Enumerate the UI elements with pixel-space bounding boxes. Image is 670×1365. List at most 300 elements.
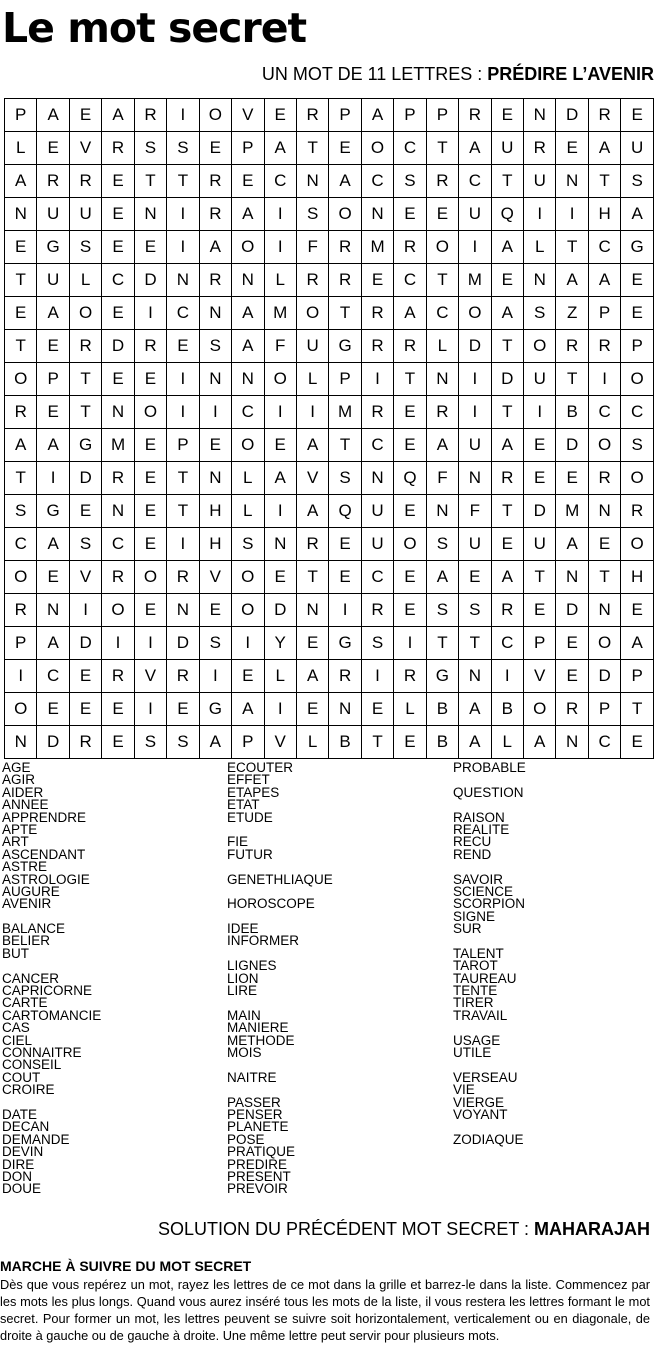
grid-cell[interactable]: I [199, 396, 231, 429]
grid-cell[interactable]: A [296, 495, 328, 528]
grid-cell[interactable]: A [199, 726, 231, 759]
grid-cell[interactable]: E [556, 462, 588, 495]
grid-cell[interactable]: I [69, 594, 101, 627]
grid-cell[interactable]: E [5, 231, 37, 264]
grid-cell[interactable]: T [491, 495, 523, 528]
grid-cell[interactable]: T [329, 429, 361, 462]
grid-cell[interactable]: C [491, 627, 523, 660]
grid-cell[interactable]: I [361, 660, 393, 693]
grid-cell[interactable]: E [264, 429, 296, 462]
grid-cell[interactable]: R [361, 297, 393, 330]
grid-cell[interactable]: E [102, 198, 134, 231]
grid-cell[interactable]: Q [329, 495, 361, 528]
grid-cell[interactable]: B [329, 726, 361, 759]
grid-cell[interactable]: R [69, 330, 101, 363]
grid-cell[interactable]: Y [264, 627, 296, 660]
grid-cell[interactable]: E [102, 231, 134, 264]
grid-cell[interactable]: I [588, 363, 620, 396]
grid-cell[interactable]: C [102, 264, 134, 297]
grid-cell[interactable]: D [588, 660, 620, 693]
grid-cell[interactable]: S [232, 528, 264, 561]
grid-cell[interactable]: I [459, 396, 491, 429]
grid-cell[interactable]: R [588, 330, 620, 363]
grid-cell[interactable]: R [296, 264, 328, 297]
grid-cell[interactable]: I [524, 198, 556, 231]
grid-cell[interactable]: E [69, 495, 101, 528]
grid-cell[interactable]: G [199, 693, 231, 726]
grid-cell[interactable]: D [556, 429, 588, 462]
grid-cell[interactable]: E [134, 363, 166, 396]
grid-cell[interactable]: B [426, 693, 458, 726]
grid-cell[interactable]: E [37, 396, 69, 429]
grid-cell[interactable]: I [167, 396, 199, 429]
grid-cell[interactable]: E [199, 132, 231, 165]
grid-cell[interactable]: E [232, 165, 264, 198]
grid-cell[interactable]: E [69, 693, 101, 726]
grid-cell[interactable]: C [102, 528, 134, 561]
grid-cell[interactable]: U [524, 165, 556, 198]
grid-cell[interactable]: E [5, 297, 37, 330]
grid-cell[interactable]: G [37, 495, 69, 528]
grid-cell[interactable]: E [524, 462, 556, 495]
grid-cell[interactable]: N [588, 594, 620, 627]
grid-cell[interactable]: E [134, 462, 166, 495]
grid-cell[interactable]: P [329, 363, 361, 396]
grid-cell[interactable]: A [491, 429, 523, 462]
grid-cell[interactable]: E [491, 528, 523, 561]
grid-cell[interactable]: C [167, 297, 199, 330]
grid-cell[interactable]: R [134, 99, 166, 132]
grid-cell[interactable]: I [491, 660, 523, 693]
grid-cell[interactable]: A [232, 297, 264, 330]
grid-cell[interactable]: T [69, 396, 101, 429]
grid-cell[interactable]: U [524, 528, 556, 561]
grid-cell[interactable]: U [459, 429, 491, 462]
grid-cell[interactable]: N [232, 363, 264, 396]
grid-cell[interactable]: L [524, 231, 556, 264]
grid-cell[interactable]: T [134, 165, 166, 198]
grid-cell[interactable]: P [5, 99, 37, 132]
grid-cell[interactable]: C [37, 660, 69, 693]
grid-cell[interactable]: U [69, 198, 101, 231]
grid-cell[interactable]: P [588, 693, 620, 726]
grid-cell[interactable]: N [459, 660, 491, 693]
grid-cell[interactable]: C [361, 165, 393, 198]
grid-cell[interactable]: E [524, 429, 556, 462]
grid-cell[interactable]: R [167, 561, 199, 594]
grid-cell[interactable]: T [588, 561, 620, 594]
grid-cell[interactable]: N [199, 297, 231, 330]
grid-cell[interactable]: R [329, 264, 361, 297]
grid-cell[interactable]: O [459, 297, 491, 330]
grid-cell[interactable]: E [491, 99, 523, 132]
grid-cell[interactable]: A [37, 627, 69, 660]
grid-cell[interactable]: S [329, 462, 361, 495]
grid-cell[interactable]: A [199, 231, 231, 264]
grid-cell[interactable]: F [264, 330, 296, 363]
grid-cell[interactable]: I [361, 363, 393, 396]
grid-cell[interactable]: E [167, 693, 199, 726]
grid-cell[interactable]: E [37, 693, 69, 726]
grid-cell[interactable]: E [556, 627, 588, 660]
grid-cell[interactable]: L [69, 264, 101, 297]
grid-cell[interactable]: L [264, 660, 296, 693]
grid-cell[interactable]: R [524, 132, 556, 165]
grid-cell[interactable]: I [264, 693, 296, 726]
grid-cell[interactable]: M [556, 495, 588, 528]
grid-cell[interactable]: M [102, 429, 134, 462]
grid-cell[interactable]: R [102, 561, 134, 594]
grid-cell[interactable]: N [524, 99, 556, 132]
grid-cell[interactable]: R [394, 330, 426, 363]
grid-cell[interactable]: E [167, 330, 199, 363]
grid-cell[interactable]: N [134, 198, 166, 231]
grid-cell[interactable]: A [329, 165, 361, 198]
grid-cell[interactable]: E [37, 330, 69, 363]
grid-cell[interactable]: R [199, 264, 231, 297]
grid-cell[interactable]: A [361, 99, 393, 132]
grid-cell[interactable]: N [556, 165, 588, 198]
grid-cell[interactable]: A [37, 99, 69, 132]
grid-cell[interactable]: S [167, 132, 199, 165]
grid-cell[interactable]: R [134, 330, 166, 363]
grid-cell[interactable]: E [588, 528, 620, 561]
grid-cell[interactable]: B [556, 396, 588, 429]
grid-cell[interactable]: M [361, 231, 393, 264]
grid-cell[interactable]: A [556, 264, 588, 297]
grid-cell[interactable]: A [5, 165, 37, 198]
grid-cell[interactable]: R [361, 330, 393, 363]
grid-cell[interactable]: E [394, 726, 426, 759]
grid-cell[interactable]: D [491, 363, 523, 396]
grid-cell[interactable]: I [37, 462, 69, 495]
grid-cell[interactable]: O [264, 363, 296, 396]
grid-cell[interactable]: N [102, 396, 134, 429]
grid-cell[interactable]: C [459, 165, 491, 198]
grid-cell[interactable]: D [524, 495, 556, 528]
grid-cell[interactable]: N [199, 462, 231, 495]
grid-cell[interactable]: O [329, 198, 361, 231]
grid-cell[interactable]: G [329, 330, 361, 363]
grid-cell[interactable]: E [556, 660, 588, 693]
grid-cell[interactable]: E [361, 264, 393, 297]
grid-cell[interactable]: E [621, 594, 654, 627]
grid-cell[interactable]: R [394, 231, 426, 264]
grid-cell[interactable]: P [5, 627, 37, 660]
grid-cell[interactable]: V [69, 561, 101, 594]
grid-cell[interactable]: O [524, 693, 556, 726]
grid-cell[interactable]: R [102, 462, 134, 495]
grid-cell[interactable]: A [37, 297, 69, 330]
grid-cell[interactable]: R [199, 198, 231, 231]
grid-cell[interactable]: U [491, 132, 523, 165]
grid-cell[interactable]: R [621, 495, 654, 528]
grid-cell[interactable]: R [69, 165, 101, 198]
grid-cell[interactable]: E [329, 561, 361, 594]
grid-cell[interactable]: E [361, 693, 393, 726]
grid-cell[interactable]: E [102, 165, 134, 198]
grid-cell[interactable]: E [134, 594, 166, 627]
grid-cell[interactable]: P [232, 132, 264, 165]
grid-cell[interactable]: L [264, 264, 296, 297]
grid-cell[interactable]: E [37, 132, 69, 165]
grid-cell[interactable]: P [394, 99, 426, 132]
grid-cell[interactable]: U [524, 363, 556, 396]
grid-cell[interactable]: E [134, 231, 166, 264]
grid-cell[interactable]: A [621, 627, 654, 660]
grid-cell[interactable]: S [134, 726, 166, 759]
grid-cell[interactable]: H [621, 561, 654, 594]
grid-cell[interactable]: T [361, 726, 393, 759]
grid-cell[interactable]: E [232, 660, 264, 693]
grid-cell[interactable]: O [621, 462, 654, 495]
grid-cell[interactable]: A [426, 429, 458, 462]
grid-cell[interactable]: E [459, 561, 491, 594]
grid-cell[interactable]: V [134, 660, 166, 693]
grid-cell[interactable]: O [69, 297, 101, 330]
grid-cell[interactable]: S [426, 594, 458, 627]
grid-cell[interactable]: R [556, 693, 588, 726]
grid-cell[interactable]: T [524, 561, 556, 594]
grid-cell[interactable]: A [459, 132, 491, 165]
grid-cell[interactable]: N [102, 495, 134, 528]
grid-cell[interactable]: R [491, 462, 523, 495]
grid-cell[interactable]: A [491, 231, 523, 264]
grid-cell[interactable]: O [361, 132, 393, 165]
grid-cell[interactable]: I [199, 660, 231, 693]
grid-cell[interactable]: N [5, 198, 37, 231]
grid-cell[interactable]: T [426, 627, 458, 660]
grid-cell[interactable]: D [37, 726, 69, 759]
grid-cell[interactable]: R [296, 99, 328, 132]
grid-cell[interactable]: O [232, 561, 264, 594]
grid-cell[interactable]: A [232, 330, 264, 363]
grid-cell[interactable]: D [459, 330, 491, 363]
grid-cell[interactable]: F [426, 462, 458, 495]
grid-cell[interactable]: O [296, 297, 328, 330]
grid-cell[interactable]: C [232, 396, 264, 429]
grid-cell[interactable]: E [37, 561, 69, 594]
grid-cell[interactable]: E [264, 561, 296, 594]
grid-cell[interactable]: I [167, 198, 199, 231]
grid-cell[interactable]: I [167, 528, 199, 561]
grid-cell[interactable]: R [102, 660, 134, 693]
grid-cell[interactable]: P [232, 726, 264, 759]
grid-cell[interactable]: P [167, 429, 199, 462]
grid-cell[interactable]: L [296, 363, 328, 396]
grid-cell[interactable]: A [491, 297, 523, 330]
grid-cell[interactable]: T [329, 297, 361, 330]
grid-cell[interactable]: S [296, 198, 328, 231]
grid-cell[interactable]: T [5, 330, 37, 363]
grid-cell[interactable]: S [621, 165, 654, 198]
grid-cell[interactable]: S [5, 495, 37, 528]
grid-cell[interactable]: Z [556, 297, 588, 330]
grid-cell[interactable]: O [588, 627, 620, 660]
grid-cell[interactable]: A [264, 462, 296, 495]
grid-cell[interactable]: E [102, 297, 134, 330]
grid-cell[interactable]: G [329, 627, 361, 660]
grid-cell[interactable]: C [426, 297, 458, 330]
grid-cell[interactable]: I [134, 627, 166, 660]
grid-cell[interactable]: C [361, 429, 393, 462]
grid-cell[interactable]: O [426, 231, 458, 264]
grid-cell[interactable]: R [588, 99, 620, 132]
grid-cell[interactable]: T [556, 363, 588, 396]
grid-cell[interactable]: I [102, 627, 134, 660]
grid-cell[interactable]: T [588, 165, 620, 198]
grid-cell[interactable]: D [167, 627, 199, 660]
grid-cell[interactable]: N [361, 198, 393, 231]
grid-cell[interactable]: I [167, 363, 199, 396]
grid-cell[interactable]: D [264, 594, 296, 627]
grid-cell[interactable]: R [5, 594, 37, 627]
grid-cell[interactable]: T [69, 363, 101, 396]
grid-cell[interactable]: I [134, 693, 166, 726]
grid-cell[interactable]: T [491, 330, 523, 363]
grid-cell[interactable]: N [588, 495, 620, 528]
grid-cell[interactable]: I [556, 198, 588, 231]
grid-cell[interactable]: R [426, 165, 458, 198]
grid-cell[interactable]: S [459, 594, 491, 627]
grid-cell[interactable]: E [134, 429, 166, 462]
grid-cell[interactable]: A [491, 561, 523, 594]
grid-cell[interactable]: A [459, 693, 491, 726]
grid-cell[interactable]: R [459, 99, 491, 132]
grid-cell[interactable]: V [69, 132, 101, 165]
grid-cell[interactable]: E [134, 528, 166, 561]
grid-cell[interactable]: E [394, 561, 426, 594]
grid-cell[interactable]: R [556, 330, 588, 363]
grid-cell[interactable]: C [588, 396, 620, 429]
grid-cell[interactable]: N [5, 726, 37, 759]
grid-cell[interactable]: O [5, 363, 37, 396]
grid-cell[interactable]: O [232, 594, 264, 627]
grid-cell[interactable]: E [394, 495, 426, 528]
grid-cell[interactable]: N [426, 495, 458, 528]
grid-cell[interactable]: C [264, 165, 296, 198]
grid-cell[interactable]: A [5, 429, 37, 462]
grid-cell[interactable]: U [361, 528, 393, 561]
grid-cell[interactable]: I [394, 627, 426, 660]
grid-cell[interactable]: S [361, 627, 393, 660]
grid-cell[interactable]: N [37, 594, 69, 627]
grid-cell[interactable]: S [199, 627, 231, 660]
grid-cell[interactable]: S [134, 132, 166, 165]
grid-cell[interactable]: S [524, 297, 556, 330]
grid-cell[interactable]: T [426, 264, 458, 297]
grid-cell[interactable]: E [394, 396, 426, 429]
grid-cell[interactable]: I [232, 627, 264, 660]
grid-cell[interactable]: L [5, 132, 37, 165]
grid-cell[interactable]: Q [491, 198, 523, 231]
grid-cell[interactable]: I [264, 495, 296, 528]
grid-cell[interactable]: N [556, 561, 588, 594]
grid-cell[interactable]: I [329, 594, 361, 627]
grid-cell[interactable]: O [394, 528, 426, 561]
grid-cell[interactable]: S [199, 330, 231, 363]
grid-cell[interactable]: L [491, 726, 523, 759]
grid-cell[interactable]: E [69, 660, 101, 693]
grid-cell[interactable]: L [296, 726, 328, 759]
grid-cell[interactable]: P [524, 627, 556, 660]
grid-cell[interactable]: I [264, 231, 296, 264]
grid-cell[interactable]: I [5, 660, 37, 693]
grid-cell[interactable]: C [5, 528, 37, 561]
grid-cell[interactable]: R [5, 396, 37, 429]
grid-cell[interactable]: O [134, 561, 166, 594]
grid-cell[interactable]: A [588, 132, 620, 165]
grid-cell[interactable]: E [394, 594, 426, 627]
grid-cell[interactable]: P [621, 660, 654, 693]
grid-cell[interactable]: E [264, 99, 296, 132]
grid-cell[interactable]: D [134, 264, 166, 297]
grid-cell[interactable]: R [199, 165, 231, 198]
grid-cell[interactable]: T [5, 264, 37, 297]
grid-cell[interactable]: O [621, 363, 654, 396]
grid-cell[interactable]: I [167, 231, 199, 264]
grid-cell[interactable]: A [524, 726, 556, 759]
grid-cell[interactable]: E [296, 627, 328, 660]
grid-cell[interactable]: M [459, 264, 491, 297]
grid-cell[interactable]: R [102, 132, 134, 165]
grid-cell[interactable]: P [621, 330, 654, 363]
grid-cell[interactable]: I [524, 396, 556, 429]
grid-cell[interactable]: V [524, 660, 556, 693]
grid-cell[interactable]: V [199, 561, 231, 594]
grid-cell[interactable]: E [329, 132, 361, 165]
grid-cell[interactable]: L [232, 495, 264, 528]
grid-cell[interactable]: O [5, 693, 37, 726]
grid-cell[interactable]: A [459, 726, 491, 759]
grid-cell[interactable]: S [394, 165, 426, 198]
grid-cell[interactable]: C [361, 561, 393, 594]
grid-cell[interactable]: A [102, 99, 134, 132]
grid-cell[interactable]: A [556, 528, 588, 561]
grid-cell[interactable]: E [296, 693, 328, 726]
grid-cell[interactable]: R [491, 594, 523, 627]
grid-cell[interactable]: P [329, 99, 361, 132]
grid-cell[interactable]: O [102, 594, 134, 627]
grid-cell[interactable]: R [37, 165, 69, 198]
grid-cell[interactable]: T [296, 132, 328, 165]
grid-cell[interactable]: A [426, 561, 458, 594]
grid-cell[interactable]: E [102, 726, 134, 759]
grid-cell[interactable]: H [588, 198, 620, 231]
grid-cell[interactable]: N [329, 693, 361, 726]
grid-cell[interactable]: V [232, 99, 264, 132]
grid-cell[interactable]: N [199, 363, 231, 396]
grid-cell[interactable]: O [199, 99, 231, 132]
grid-cell[interactable]: E [329, 528, 361, 561]
grid-cell[interactable]: G [426, 660, 458, 693]
grid-cell[interactable]: D [102, 330, 134, 363]
grid-cell[interactable]: L [394, 693, 426, 726]
grid-cell[interactable]: R [329, 231, 361, 264]
grid-cell[interactable]: U [37, 198, 69, 231]
grid-cell[interactable]: O [232, 429, 264, 462]
grid-cell[interactable]: H [199, 495, 231, 528]
grid-cell[interactable]: V [264, 726, 296, 759]
grid-cell[interactable]: E [621, 297, 654, 330]
grid-cell[interactable]: I [459, 363, 491, 396]
grid-cell[interactable]: N [296, 594, 328, 627]
grid-cell[interactable]: N [556, 726, 588, 759]
grid-cell[interactable]: T [394, 363, 426, 396]
grid-cell[interactable]: E [556, 132, 588, 165]
grid-cell[interactable]: G [69, 429, 101, 462]
grid-cell[interactable]: I [134, 297, 166, 330]
